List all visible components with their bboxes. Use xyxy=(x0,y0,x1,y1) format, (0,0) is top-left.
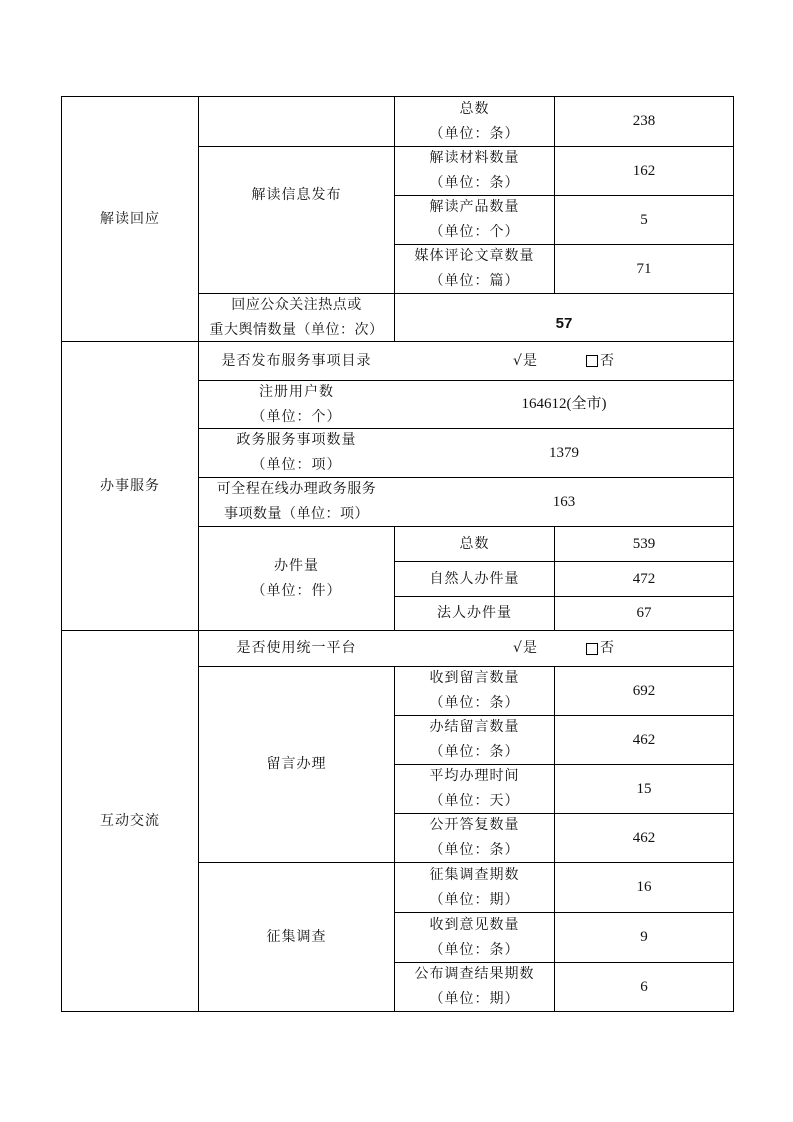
row-value-materials: 162 xyxy=(632,162,656,179)
section-title-interaction: 互动交流 xyxy=(100,812,160,829)
handled-row-label: 法人办件量 xyxy=(437,605,512,621)
row-label-periods: 征集调查期数 （单位：期） xyxy=(429,866,520,908)
row-label-platform: 是否使用统一平台 xyxy=(236,640,357,656)
row-label-catalog: 是否发布服务事项目录 xyxy=(221,352,372,369)
handled-row-value: 539 xyxy=(632,535,656,552)
row-value-items: 1379 xyxy=(549,444,579,461)
row-value-opinions: 9 xyxy=(640,929,648,945)
row-value-periods: 16 xyxy=(636,879,652,895)
row-value-closed: 462 xyxy=(632,731,656,748)
row-label-hotspots: 回应公众关注热点或 重大舆情数量（单位：次） xyxy=(209,296,384,338)
group-title-survey: 征集调查 xyxy=(266,928,327,945)
row-label-public: 公开答复数量 （单位：条） xyxy=(429,817,520,858)
row-value-received: 692 xyxy=(632,682,656,699)
platform-no-label: 否 xyxy=(599,640,615,656)
row-label-total: 总数 （单位：条） xyxy=(429,100,520,142)
row-label-avg-time: 平均办理时间 （单位：天） xyxy=(429,768,520,809)
row-label-materials: 解读材料数量 （单位：条） xyxy=(429,150,520,191)
platform-options xyxy=(395,631,733,666)
row-label-opinions: 收到意见数量 （单位：条） xyxy=(429,916,520,958)
platform-yes-check: √ xyxy=(513,640,523,656)
row-label-received: 收到留言数量 （单位：条） xyxy=(429,670,520,711)
section-title-services: 办事服务 xyxy=(100,477,160,494)
group-title-handled: 办件量 （单位：件） xyxy=(251,557,342,599)
group-title-publish: 解读信息发布 xyxy=(251,186,342,203)
catalog-yes-label: 是 xyxy=(522,352,538,369)
row-label-media: 媒体评论文章数量 （单位：篇） xyxy=(414,248,535,289)
platform-no-checkbox xyxy=(586,643,598,655)
catalog-yes-check: √ xyxy=(513,352,523,369)
row-label-online: 可全程在线办理政务服务 事项数量（单位：项） xyxy=(216,481,377,522)
row-value-results: 6 xyxy=(640,978,648,995)
row-value-online: 163 xyxy=(552,493,576,510)
row-label-products: 解读产品数量 （单位：个） xyxy=(429,199,520,240)
section-title-interpretation: 解读回应 xyxy=(100,210,160,227)
catalog-no-checkbox xyxy=(586,355,598,367)
row-label-results: 公布调查结果期数 （单位：期） xyxy=(414,966,535,1007)
handled-row-label: 自然人办件量 xyxy=(429,570,520,587)
platform-yes-label: 是 xyxy=(522,640,538,656)
row-label-closed: 办结留言数量 （单位：条） xyxy=(429,719,520,760)
row-value-media: 71 xyxy=(636,260,652,277)
row-value-avg-time: 15 xyxy=(636,780,652,797)
handled-row-label: 总数 xyxy=(459,535,490,552)
row-value-users: 164612(全市) xyxy=(521,396,607,412)
catalog-no-label: 否 xyxy=(599,352,615,369)
handled-row-value: 67 xyxy=(636,605,652,621)
group-title-messages: 留言办理 xyxy=(266,756,327,772)
row-value-public: 462 xyxy=(632,829,656,846)
row-value-products: 5 xyxy=(640,211,648,228)
row-value-total: 238 xyxy=(632,113,656,129)
row-label-items: 政务服务事项数量 （单位：项） xyxy=(236,432,357,473)
row-label-users: 注册用户数 （单位：个） xyxy=(251,383,342,425)
catalog-options xyxy=(395,342,733,380)
row-value-hotspots: 57 xyxy=(555,315,573,332)
handled-row-value: 472 xyxy=(632,570,656,587)
